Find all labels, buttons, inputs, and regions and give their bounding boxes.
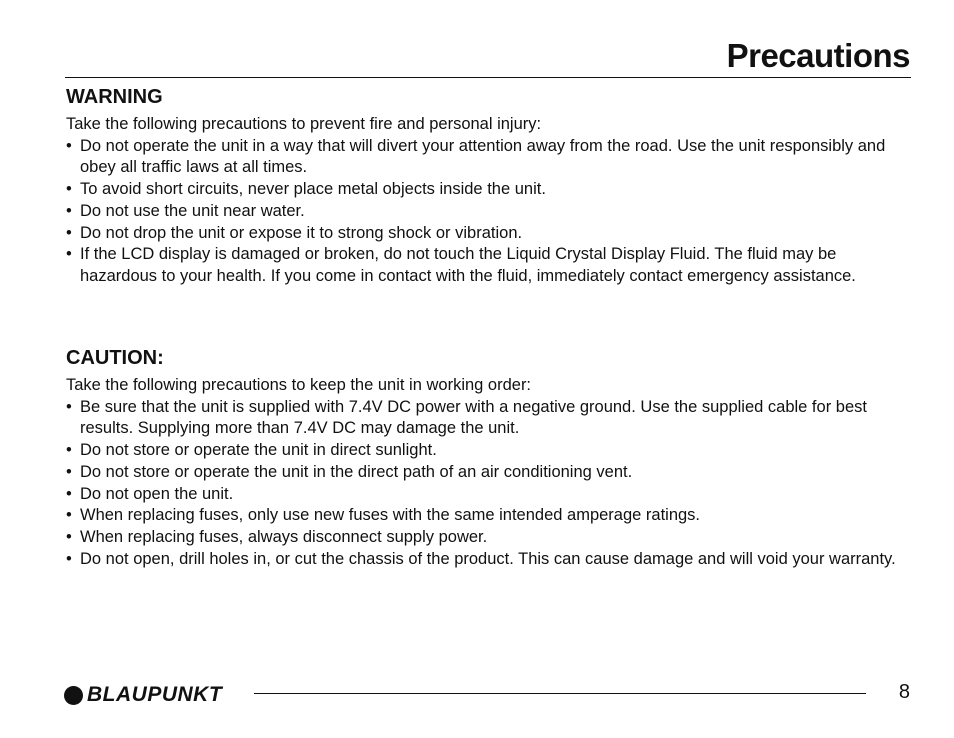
caution-item-text: When replacing fuses, always disconnect supply power. — [80, 527, 488, 546]
bullet-icon: • — [66, 484, 72, 503]
bullet-icon: • — [66, 223, 72, 242]
list-item — [66, 440, 914, 462]
list-item — [66, 505, 914, 527]
caution-item-text: Be sure that the unit is supplied with 7.4V DC power with a negative ground. Use the supplied cable for best results. Supplying more than 7.4V DC may damage the unit. — [80, 397, 867, 438]
warning-section — [66, 84, 914, 288]
bullet-icon: • — [66, 506, 72, 525]
list-item — [66, 201, 914, 223]
warning-item-text: Do not operate the unit in a way that will divert your attention away from the road. Use the unit responsibly and obey all traffic laws at all times. — [80, 136, 886, 177]
bullet-icon: • — [66, 549, 72, 568]
caution-item-text: Do not open, drill holes in, or cut the chassis of the product. This can cause damage and will void your warranty. — [80, 549, 896, 568]
brand-name: BLAUPUNKT — [87, 683, 223, 706]
list-item — [66, 549, 914, 571]
bullet-icon: • — [66, 441, 72, 460]
bullet-icon: • — [66, 201, 72, 220]
bullet-icon: • — [66, 397, 72, 416]
warning-item-text: If the LCD display is damaged or broken, do not touch the Liquid Crystal Display Fluid. The fluid may be hazardous to your health. If you come in contact with the fluid, immediately contact emergency assistance. — [80, 245, 856, 285]
bullet-icon: • — [66, 527, 72, 546]
caution-list — [66, 397, 914, 571]
logo-dot-icon — [64, 686, 83, 705]
list-item — [66, 484, 914, 506]
caution-heading: CAUTION: — [66, 347, 164, 369]
list-item — [66, 462, 914, 484]
caution-item-text: When replacing fuses, only use new fuses with the same intended amperage ratings. — [80, 506, 701, 525]
caution-item-text: Do not store or operate the unit in direct sunlight. — [80, 441, 437, 460]
warning-item-text: To avoid short circuits, never place metal objects inside the unit. — [80, 180, 546, 199]
warning-intro: Take the following precautions to prevent fire and personal injury: — [66, 115, 542, 133]
caution-item-text: Do not open the unit. — [80, 484, 234, 503]
caution-item-text: Do not store or operate the unit in the direct path of an air conditioning vent. — [80, 462, 633, 481]
blaupunkt-logo — [64, 682, 222, 708]
warning-list — [66, 136, 914, 288]
list-item — [66, 179, 914, 201]
list-item — [66, 223, 914, 245]
bullet-icon: • — [66, 462, 72, 481]
footer-divider — [254, 693, 866, 694]
list-item — [66, 136, 914, 179]
bullet-icon: • — [66, 245, 72, 264]
page-number: 8 — [898, 681, 910, 703]
caution-section — [66, 345, 914, 570]
bullet-icon: • — [66, 136, 72, 155]
list-item — [66, 397, 914, 440]
warning-heading: WARNING — [66, 86, 163, 108]
list-item — [66, 244, 914, 287]
list-item — [66, 527, 914, 549]
warning-item-text: Do not drop the unit or expose it to strong shock or vibration. — [80, 223, 523, 242]
page-title: Precautions — [726, 37, 910, 74]
title-divider — [65, 77, 911, 78]
warning-item-text: Do not use the unit near water. — [80, 201, 305, 220]
page-footer — [64, 682, 912, 708]
bullet-icon: • — [66, 180, 72, 199]
caution-intro: Take the following precautions to keep the unit in working order: — [66, 376, 532, 394]
